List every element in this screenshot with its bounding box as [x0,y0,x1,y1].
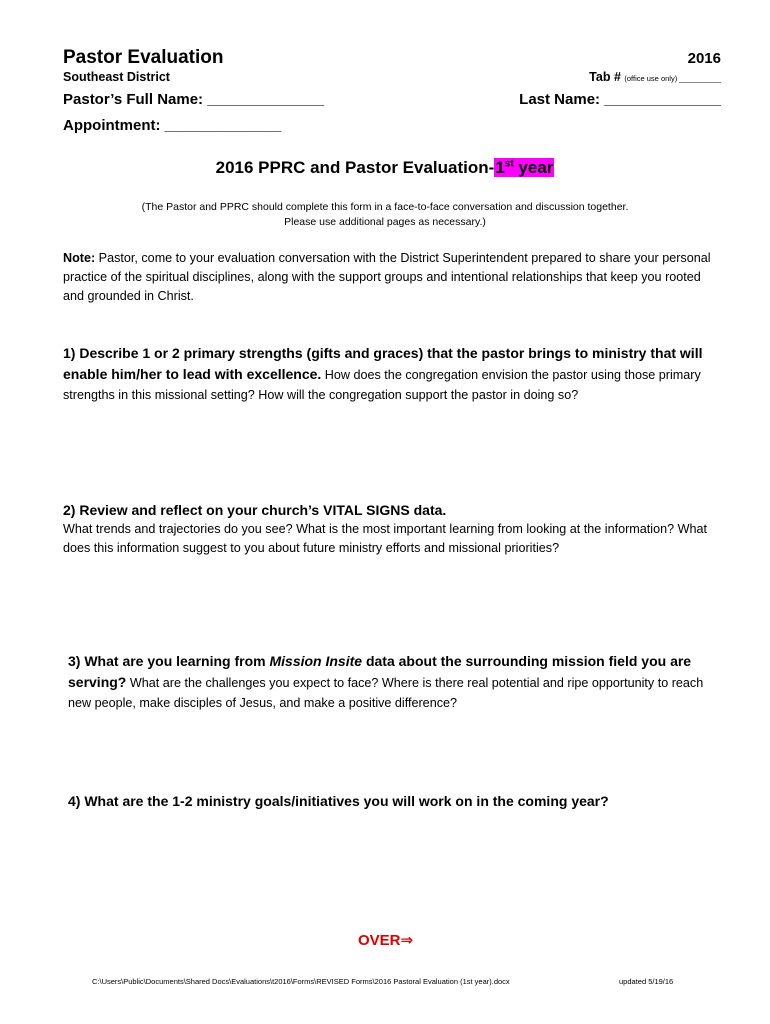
question-1-heading: 1) Describe 1 or 2 primary strengths (gifts and graces) that the pastor brings to ministry that will enable him/her to lead with excellence. [63,345,703,382]
last-name-field: Last Name: ______________ [519,91,721,108]
question-3-mission-insite: Mission Insite [269,653,363,669]
instructions [0,200,770,230]
heading-highlight [494,158,554,177]
heading-prefix: 2016 PPRC and Pastor Evaluation- [215,158,495,177]
tab-office-note: (office use only) __________ [624,74,721,83]
appointment-field: Appointment: ______________ [63,117,282,134]
instructions-line-1: (The Pastor and PPRC should complete this form in a face-to-face conversation and discussion together. [141,201,629,213]
district-name: Southeast District [63,70,170,84]
page-title: Pastor Evaluation [63,47,224,68]
pastor-full-name-field: Pastor’s Full Name: ______________ [63,91,324,108]
question-2 [63,500,723,558]
main-heading [0,158,770,178]
tab-number-field [589,70,721,84]
footer-updated-date: updated 5/19/16 [619,977,674,986]
question-3-heading-b: data about the surrounding mission field you are serving? [68,653,692,690]
instructions-line-2: Please use additional pages as necessary.) [284,216,486,228]
over-indicator: OVER⇒ [358,932,414,949]
note-label: Note: [63,251,96,265]
question-1 [63,343,723,405]
heading-ordinal-suffix: st [504,158,514,170]
question-1-text: How does the congregation envision the pastor using those primary strengths in this missional setting? How will the congregation support the pastor in doing so? [63,368,701,402]
question-3 [68,651,728,713]
heading-suffix: year [513,158,554,177]
question-2-heading: 2) Review and reflect on your church’s VITAL SIGNS data. [63,502,447,518]
question-2-text: What trends and trajectories do you see? What is the most important learning from looking at the information? What does this information suggest to you about future ministry efforts and missional priorities? [63,522,707,555]
form-year: 2016 [687,50,721,67]
heading-ordinal: 1 [495,158,505,177]
note-text: Pastor, come to your evaluation conversation with the District Superintendent prepared to share your personal practice of the spiritual disciplines, along with the support groups and intentional relationships that keep you rooted and grounded in Christ. [63,251,711,303]
footer-file-path: C:\Users\Public\Documents\Shared Docs\Evaluations\t2016\Forms\REVISED Forms\2016 Pastoral Evaluation (1st year).docx [92,977,510,986]
note-paragraph [63,249,723,306]
question-4 [68,791,728,812]
question-4-heading: 4) What are the 1-2 ministry goals/initiatives you will work on in the coming year? [68,793,609,809]
tab-label: Tab # [589,70,621,84]
question-3-heading-a: 3) What are you learning from [68,653,270,669]
question-3-text: What are the challenges you expect to face? Where is there real potential and ripe opportunity to reach new people, make disciples of Jesus, and make a positive difference? [68,676,704,710]
